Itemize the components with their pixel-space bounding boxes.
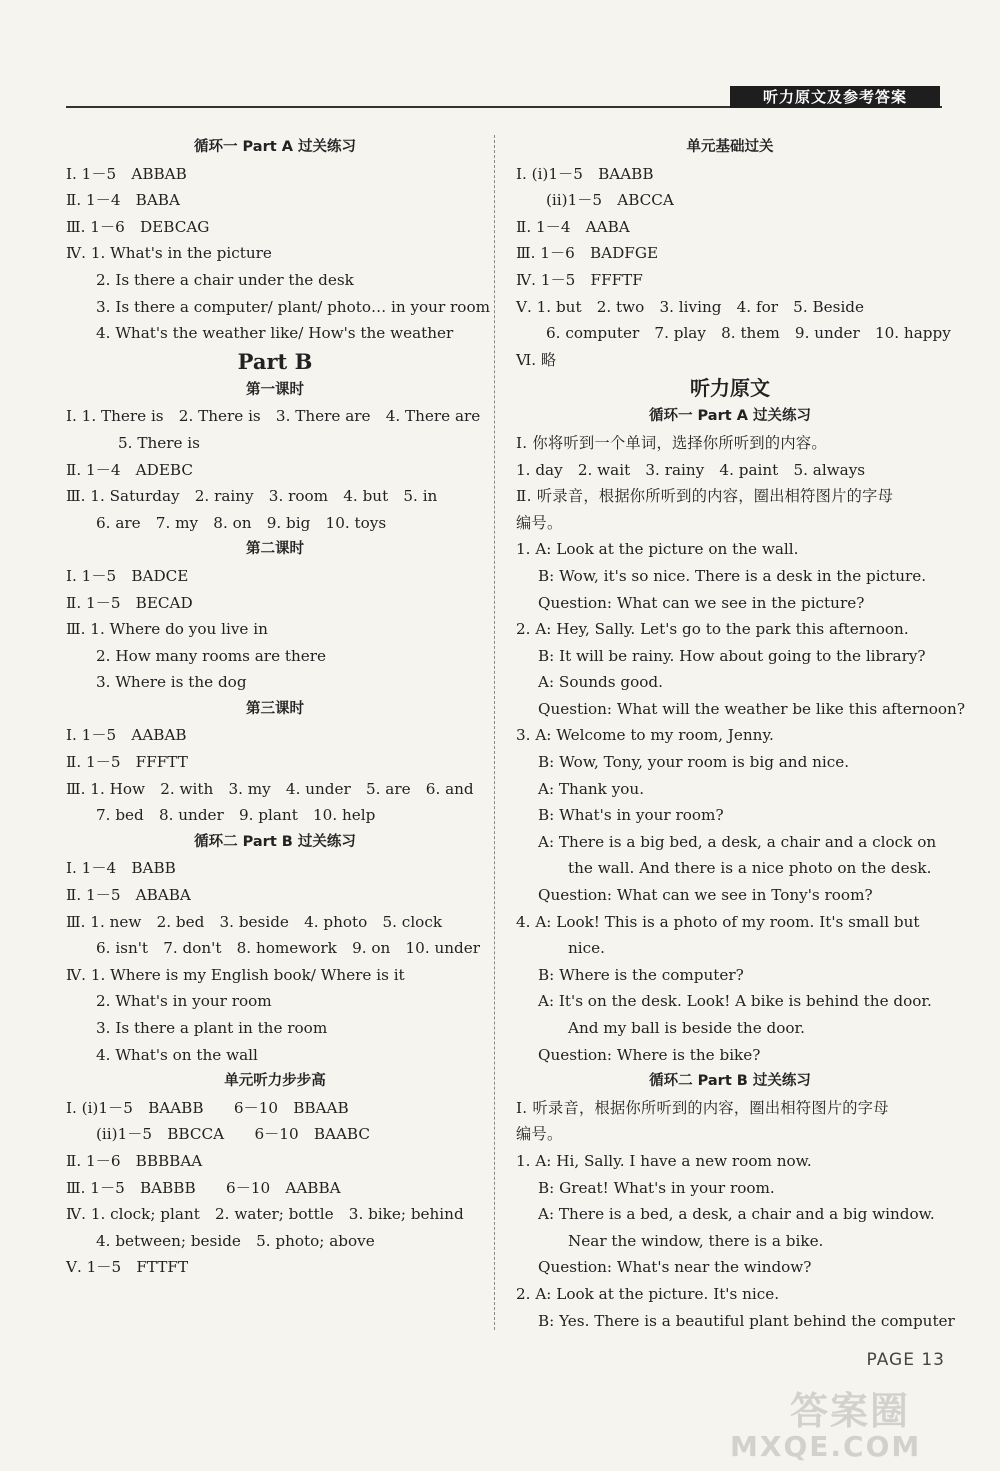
- answer-line: 2. How many rooms are there: [96, 646, 327, 665]
- answer-line: 编号。: [516, 513, 563, 532]
- page-number-value: 13: [921, 1350, 945, 1370]
- section-heading: 单元基础过关: [686, 139, 774, 155]
- answer-line: Ⅰ. 1－5 BADCE: [66, 566, 189, 585]
- answer-line: 1. A: Hi, Sally. I have a new room now.: [516, 1151, 812, 1170]
- answer-line: B: Great! What's in your room.: [538, 1178, 775, 1197]
- section-heading: 第一课时: [246, 381, 304, 398]
- answer-line: Ⅳ. 1. clock; plant 2. water; bottle 3. bike; behind: [66, 1205, 464, 1224]
- section-heading: 循环二 Part B 过关练习: [194, 833, 356, 850]
- answer-line: the wall. And there is a nice photo on the desk.: [568, 859, 932, 878]
- answer-line: Ⅰ. 1. There is 2. There is 3. There are 4. There are: [66, 407, 481, 426]
- answer-line: 2. A: Look at the picture. It's nice.: [516, 1284, 780, 1303]
- answer-line: Ⅳ. 1－5 FFFTF: [516, 270, 643, 289]
- page-number: [867, 1350, 945, 1370]
- answer-line: 3. Is there a plant in the room: [96, 1019, 328, 1037]
- answer-line: B: What's in your room?: [538, 806, 724, 825]
- answer-line: 7. bed 8. under 9. plant 10. help: [96, 806, 376, 825]
- answer-line: Ⅵ. 略: [516, 350, 557, 369]
- answer-line: 5. There is: [118, 433, 200, 452]
- answer-line: (ii)1－5 ABCCA: [546, 191, 674, 210]
- answer-line: Ⅴ. 1. but 2. two 3. living 4. for 5. Beside: [516, 297, 865, 316]
- answer-line: Ⅱ. 听录音，根据你所听到的内容，圈出相符图片的字母: [516, 487, 894, 506]
- answer-line: Ⅰ. (i)1－5 BAABB: [516, 164, 654, 183]
- answer-line: 4. What's the weather like/ How's the weather: [96, 324, 454, 343]
- answer-line: Ⅳ. 1. What's in the picture: [66, 244, 272, 263]
- section-heading: 循环一 Part A 过关练习: [649, 408, 811, 425]
- answer-line: Ⅱ. 1－5 ABABA: [66, 886, 191, 905]
- answer-line: B: Yes. There is a beautiful plant behind the computer: [538, 1311, 955, 1330]
- answer-line: Ⅱ. 1－4 BABA: [66, 191, 180, 210]
- column-divider: [494, 135, 495, 1330]
- answer-line: Ⅳ. 1. Where is my English book/ Where is it: [66, 965, 405, 984]
- answer-line: Question: What will the weather be like this afternoon?: [538, 699, 965, 718]
- answer-line: A: There is a big bed, a desk, a chair and a clock on: [538, 832, 937, 851]
- answer-line: Ⅰ. 1－5 AABAB: [66, 726, 187, 745]
- answer-line: Question: Where is the bike?: [538, 1045, 761, 1064]
- answer-line: Ⅴ. 1－5 FTTFT: [66, 1258, 189, 1277]
- watermark-logo: 答案圈: [790, 1389, 911, 1433]
- answer-line: Ⅰ. 你将听到一个单词，选择你所听到的内容。: [516, 433, 827, 452]
- answer-line: 2. A: Hey, Sally. Let's go to the park this afternoon.: [516, 620, 909, 639]
- answer-line: 4. What's on the wall: [96, 1045, 258, 1064]
- answer-line: Ⅱ. 1－4 AABA: [516, 217, 630, 236]
- answer-line: B: Wow, Tony, your room is big and nice.: [538, 753, 850, 772]
- answer-line: Ⅰ. 1－4 BABB: [66, 859, 176, 878]
- header-title: 听力原文及参考答案: [730, 86, 940, 108]
- answer-line: Ⅲ. 1. How 2. with 3. my 4. under 5. are 6. and: [66, 779, 474, 798]
- answer-line: Near the window, there is a bike.: [568, 1231, 824, 1250]
- answer-line: A: Sounds good.: [538, 673, 663, 692]
- answer-line: 4. between; beside 5. photo; above: [96, 1231, 375, 1250]
- answer-line: 编号。: [516, 1125, 563, 1144]
- answer-line: Ⅲ. 1. Saturday 2. rainy 3. room 4. but 5. in: [66, 487, 438, 506]
- answer-line: Ⅲ. 1. Where do you live in: [66, 620, 268, 639]
- answer-line: B: Wow, it's so nice. There is a desk in the picture.: [538, 566, 927, 585]
- section-heading: 第三课时: [246, 700, 304, 717]
- answer-line: A: Thank you.: [538, 779, 645, 798]
- answer-line: Ⅱ. 1－5 BECAD: [66, 593, 193, 612]
- right-column: [516, 134, 965, 1334]
- answer-line: Ⅰ. (i)1－5 BAABB 6－10 BBAAB: [66, 1098, 349, 1117]
- page-label: PAGE: [866, 1350, 915, 1370]
- answer-line: Question: What can we see in the picture?: [538, 593, 865, 612]
- answer-line: 3. A: Welcome to my room, Jenny.: [516, 726, 774, 745]
- answer-line: 6. are 7. my 8. on 9. big 10. toys: [96, 513, 387, 532]
- answer-line: 4. A: Look! This is a photo of my room. It's small but: [516, 912, 920, 931]
- answer-line: Ⅱ. 1－4 ADEBC: [66, 460, 193, 479]
- section-heading: 第二课时: [246, 541, 304, 558]
- answer-line: Ⅱ. 1－5 FFFTT: [66, 753, 188, 772]
- section-heading: 循环二 Part B 过关练习: [649, 1073, 811, 1090]
- answer-line: B: Where is the computer?: [538, 965, 744, 984]
- answer-line: Ⅰ. 听录音，根据你所听到的内容，圈出相符图片的字母: [516, 1098, 889, 1117]
- answer-line: 6. isn't 7. don't 8. homework 9. on 10. under: [96, 939, 481, 958]
- answer-line: A: There is a bed, a desk, a chair and a big window.: [538, 1205, 935, 1224]
- answer-line: Ⅲ. 1－5 BABBB 6－10 AABBA: [66, 1178, 341, 1197]
- answer-line: 6. computer 7. play 8. them 9. under 10. happy: [546, 324, 951, 343]
- answer-line: nice.: [568, 939, 605, 958]
- answer-line: And my ball is beside the door.: [568, 1019, 805, 1037]
- answer-line: Question: What's near the window?: [538, 1258, 812, 1277]
- watermark-text: MXQE.COM: [730, 1430, 922, 1463]
- answer-line: 1. day 2. wait 3. rainy 4. paint 5. always: [516, 460, 866, 479]
- answer-line: 3. Where is the dog: [96, 673, 247, 692]
- section-heading: Part B: [237, 348, 313, 374]
- answer-line: 2. What's in your room: [96, 992, 272, 1011]
- section-heading: 听力原文: [690, 376, 770, 401]
- answer-line: Ⅲ. 1. new 2. bed 3. beside 4. photo 5. clock: [66, 912, 443, 931]
- answer-line: (ii)1－5 BBCCA 6－10 BAABC: [96, 1125, 370, 1144]
- answer-line: 1. A: Look at the picture on the wall.: [516, 540, 799, 559]
- section-heading: 单元听力步步高: [224, 1073, 326, 1090]
- section-heading: 循环一 Part A 过关练习: [194, 139, 356, 155]
- answer-line: Ⅲ. 1－6 DEBCAG: [66, 217, 210, 236]
- answer-line: Ⅱ. 1－6 BBBBAA: [66, 1151, 203, 1170]
- answer-line: 2. Is there a chair under the desk: [96, 270, 354, 289]
- answer-line: Ⅰ. 1－5 ABBAB: [66, 164, 187, 183]
- answer-line: A: It's on the desk. Look! A bike is behind the door.: [538, 992, 932, 1011]
- answer-line: Question: What can we see in Tony's room?: [538, 886, 873, 905]
- answer-line: 3. Is there a computer/ plant/ photo… in your room: [96, 297, 490, 316]
- answer-line: B: It will be rainy. How about going to the library?: [538, 646, 926, 665]
- answer-line: Ⅲ. 1－6 BADFGE: [516, 244, 659, 263]
- left-column: [66, 134, 490, 1281]
